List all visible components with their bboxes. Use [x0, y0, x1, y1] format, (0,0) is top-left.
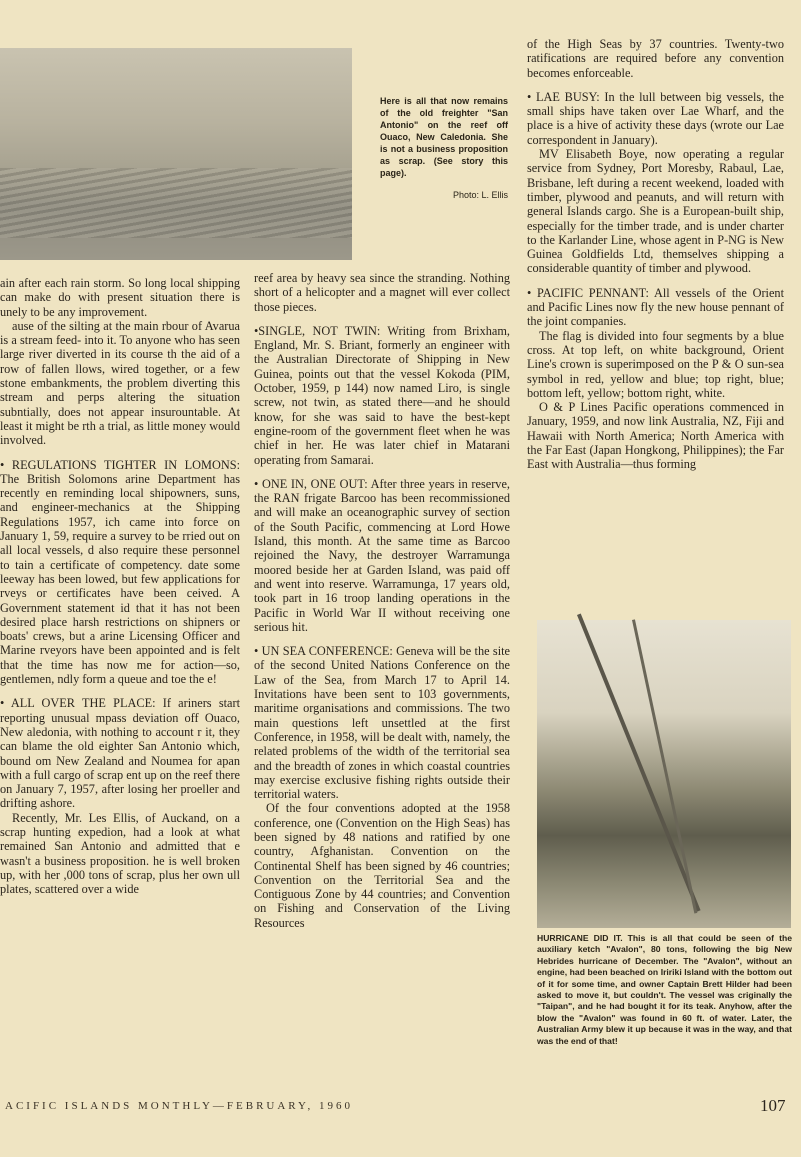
paragraph: MV Elisabeth Boye, now operating a regular service from Sydney, Port Moresby, Rabaul, Lae, Brisbane, left during a recent weekend, loaded with timber, plywood and peanuts, and will return with general Islands cargo. She is a European-built ship, especially for the timber trade, and is under charter to the Karlander Line, whose agent in P-NG is New Guinea Goldfields Ltd, themselves shipping a considerable quantity of timber and plywood. — [527, 147, 784, 276]
paragraph: Recently, Mr. Les Ellis, of Auckand, on a scrap hunting expedion, had a look at what remained San Antonio and admitted that e wasn't a business proposition. he is well broken up, with her ,000 tons of scrap, plus her own ull plates, scattered over a wide — [0, 810, 240, 897]
paragraph: • ALL OVER THE PLACE: If ariners start reporting unusual mpass deviation off Ouaco, New aledonia, with nothing to account r it, they can blame the old eighter San Antonio which, bound om New Zealand and Noumea for apan with a full cargo of scrap ent up on the reef there on January 7, 1957, after losing her proeller and drifting ashore. — [0, 696, 240, 811]
paragraph: • PACIFIC PENNANT: All vessels of the Orient and Pacific Lines now fly the new house pennant of the joint companies. — [527, 285, 784, 329]
paragraph: reef area by heavy sea since the stranding. Nothing short of a helicopter and a magnet will ever collect those pieces. — [254, 271, 510, 314]
paragraph: ause of the silting at the main rbour of Avarua is a stream feed- into it. To anyone who has seen large river diverted in its course th the aid of a row of fallen llows, wired together, or a few stone embankments, the problem diverting this stream and perps altering the situation subntially, does not appear insurountable. At least it might be rth a trial, as little money would involved. — [0, 318, 240, 448]
paragraph: •SINGLE, NOT TWIN: Writing from Brixham, England, Mr. S. Briant, formerly an engineer with the Australian Directorate of Shipping in New Guinea, points out that the vessel Kokoda (PIM, October, 1959, p 144) now named Liro, is single screw, not twin, as stated there—and he should know, for she was said to have the best-kept engine-room of the government fleet when he was chief in her. He was later chief in Matarani operating from Samarai. — [254, 323, 510, 467]
ketch-wreck-photo — [537, 620, 791, 928]
running-footer: ACIFIC ISLANDS MONTHLY—FEBRUARY, 1960 — [5, 1100, 354, 1112]
paragraph: • ONE IN, ONE OUT: After three years in reserve, the RAN frigate Barcoo has been recommissioned and will make an oceanographic survey of section of the South Pacific, commencing at Lord Howe Island, this month. At the same time as Barcoo rejoined the Navy, the destroyer Warramunga moored beside her at Garden Island, was paid off and went into reserve. Warramunga, 17 years old, took part in 16 troop landing operations in the Pacific in World War II without receiving one serious hit. — [254, 476, 510, 634]
paragraph: • REGULATIONS TIGHTER IN LOMONS: The British Solomons arine Department has recently en reminding local shipowners, suns, and engineer-mechanics at the Shipping Regulations 1957, ich came into force on January 1, 59, require a survey to be rried out on all local vessels, d also require these personnel to tain a certificate of competency. date some leeway has been lowed, but few applications for rveys or certificates have been ceived. A Government statement id that it has not been desired place harsh restrictions on shipners or boats' crews, but a arine Licensing Officer and Marine rveyors have been appointed and is felt that the time has now me for action—so, gentlemen, ndly form a queue and toe the e! — [0, 457, 240, 687]
paragraph: • LAE BUSY: In the lull between big vessels, the small ships have taken over Lae Wharf, and the place is a hive of activity these days (wrote our Lae correspondent in January). — [527, 89, 784, 147]
page-number: 107 — [760, 1096, 786, 1115]
paragraph: • UN SEA CONFERENCE: Geneva will be the site of the second United Nations Conference on the Law of the Sea, from March 17 to April 14. Invitations have been sent to 103 governments, maritime organisations and commissions. The two main questions left unsettled at the first Conference, in 1958, will be dealt with, namely, the related problems of the width of the territorial sea and the breadth of zones in which coastal countries may exercise exclusive fishing rights outside their territorial waters. — [254, 644, 510, 802]
caption-text: Here is all that now remains of the old freighter "San Antonio" on the reef off Ouaco, New Caledonia. She is not a business proposition as scrap. (See story this page). — [380, 96, 508, 178]
ketch-photo-caption: HURRICANE DID IT. This is all that could be seen of the auxiliary ketch "Avalon", 80 tons, following the big New Hebrides hurricane of December. The "Avalon", without an engine, had been beached on Iririki Island with the bottom out of it for some time, and owner Captain Brett Hilder had been asked to move it, but couldn't. The vessel was criginally the "Taipan", and he had bought it for its teak. Anyhow, after the blow the "Avalon" was found in 60 ft. of water. Later, the Australian Army blew it up because it was in the way, and that was the end of that! — [537, 933, 792, 1046]
paragraph: Of the four conventions adopted at the 1958 conference, one (Convention on the High Seas) has been signed by 48 nations and ratified by one country, Afghanistan. Convention on the Continental Shelf has been signed by 46 countries; Convention on the Territorial Sea and the Contiguous Zone by 44 countries; and Convention on Fishing and Conservation of the Living Resources — [254, 801, 510, 930]
paragraph: of the High Seas by 37 countries. Twenty-two ratifications are required before any convention becomes enforceable. — [527, 37, 784, 80]
shipwreck-photo-caption — [380, 95, 508, 201]
column-3 — [527, 37, 784, 482]
column-1 — [0, 276, 240, 906]
paragraph: The flag is divided into four segments by a blue cross. At top left, on white background, Orient Line's crown is superimposed on the P & O sun-sea symbol in red, yellow and blue; top right, blue; bottom left, yellow; bottom right, white. — [527, 328, 784, 400]
column-2 — [254, 271, 510, 940]
mast-shape — [577, 614, 701, 912]
paragraph: ain after each rain storm. So long local shipping can make do with present situation there is unely to be any improvement. — [0, 276, 240, 319]
photo-credit: Photo: L. Ellis — [452, 190, 508, 200]
shipwreck-photo — [0, 48, 352, 260]
paragraph: O & P Lines Pacific operations commenced in January, 1959, and now link Australia, NZ, Fiji and Hawaii with North America; North America with the Far East (Japan Hongkong, Philippines); the Far East with Australia—thus forming — [527, 400, 784, 472]
